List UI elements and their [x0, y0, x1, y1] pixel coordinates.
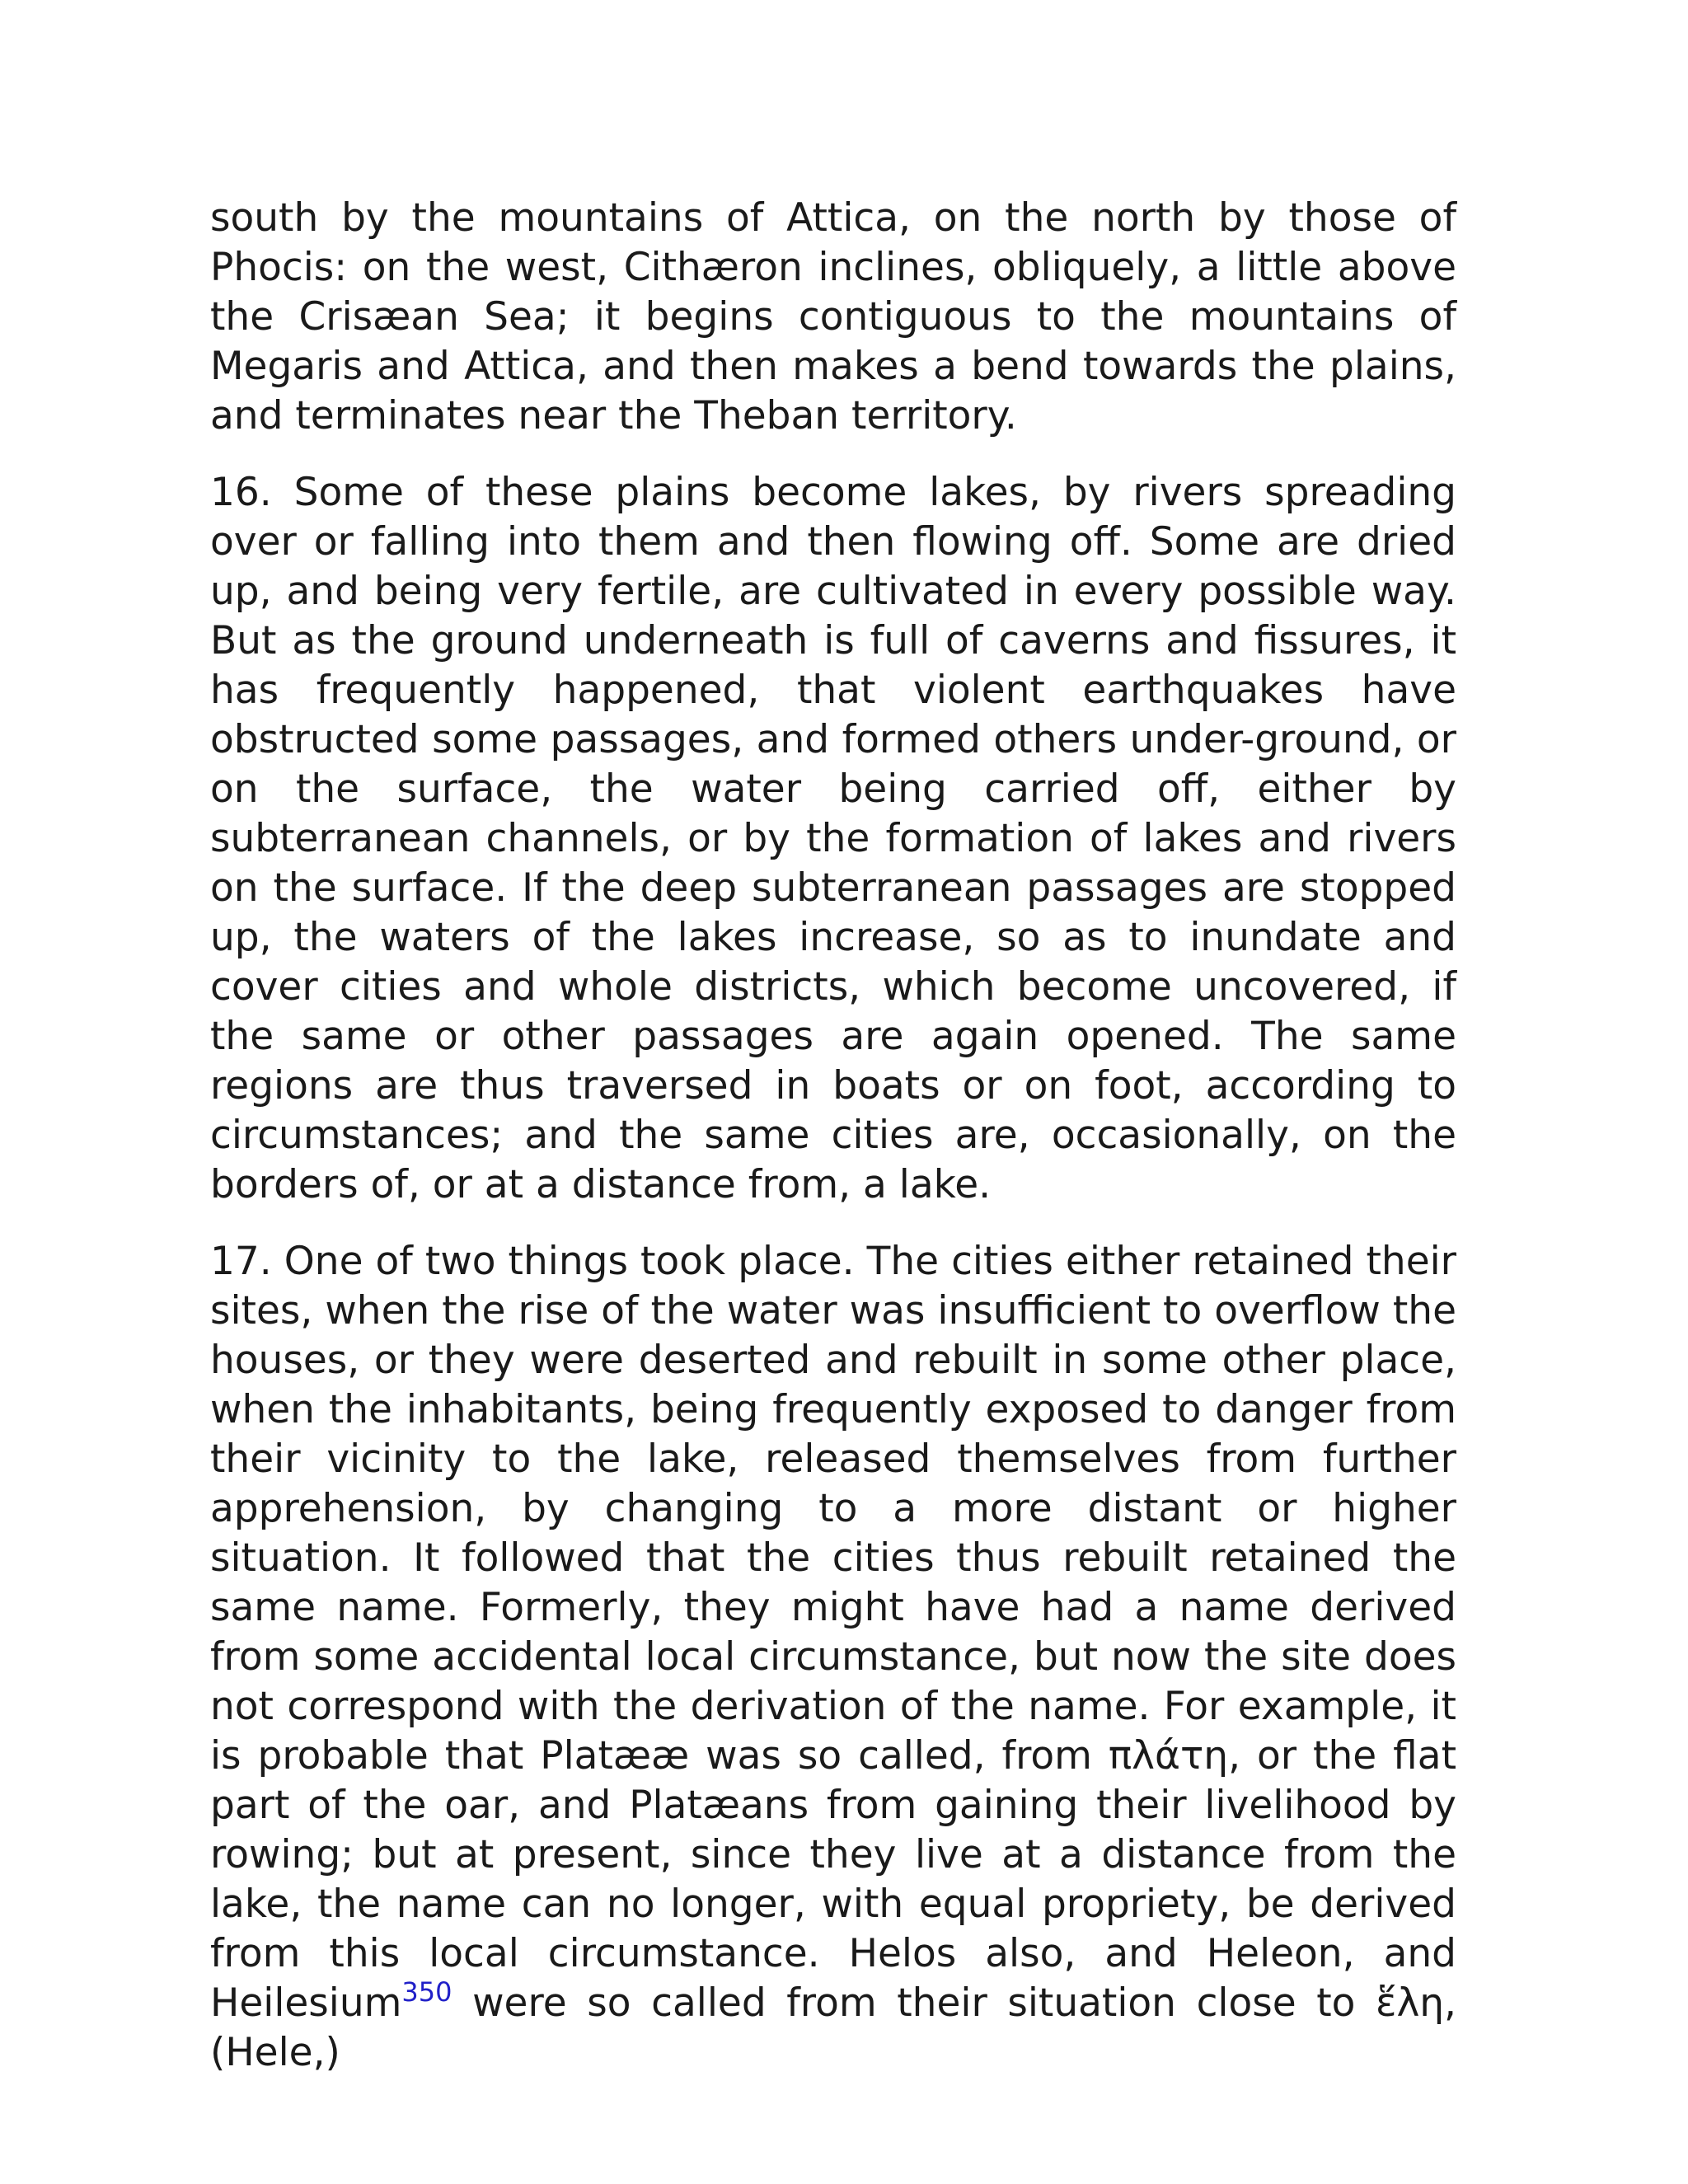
paragraph-15-continuation: south by the mountains of Attica, on the north by those of Phocis: on the west, Cithæron inclines, obliquely, a little above the Crisæan Sea; it begins contiguous to the mountains of Megaris and Attica, and then makes a bend towards the plains, and terminates near the Theban territory. [210, 195, 1456, 438]
paragraph-17 [210, 1237, 1456, 2078]
paragraph-17-text: 17. One of two things took place. The cities either retained their sites, when the rise of the water was insufficient to overflow the houses, or they were deserted and rebuilt in some other place, when the inhabitants, being frequently exposed to danger from their vicinity to the lake, released themselves from further apprehension, by changing to a more distant or higher situation. It followed that the cities thus rebuilt retained the same name. Formerly, they might have had a name derived from some accidental local circumstance, but now the site does not correspond with the derivation of the name. For example, it is probable that Platææ was so called, from πλάτη, or the flat part of the oar, and Platæans from gaining their livelihood by rowing; but at present, since they live at a distance from the lake, the name can no longer, with equal propriety, be derived from this local circumstance. Helos also, and Heleon, and Heilesium [210, 1239, 1456, 2026]
paragraph-16: 16. Some of these plains become lakes, by rivers spreading over or falling into them and then flowing off. Some are dried up, and being very fertile, are cultivated in every possible way. But as the ground underneath is full of caverns and fissures, it has frequently happened, that violent earthquakes have obstructed some passages, and formed others under-ground, or on the surface, the water being carried off, either by subterranean channels, or by the formation of lakes and rivers on the surface. If the deep subterranean passages are stopped up, the waters of the lakes increase, so as to inundate and cover cities and whole districts, which become uncovered, if the same or other passages are again opened. The same regions are thus traversed in boats or on foot, according to circumstances; and the same cities are, occasionally, on the borders of, or at a distance from, a lake. [210, 470, 1456, 1207]
footnote-link-350[interactable]: 350 [401, 1976, 452, 2008]
page-body [210, 194, 1456, 2105]
paragraph-17-text-end: were so called from their situation close to ἕλη, (Hele,) [210, 1980, 1456, 2075]
